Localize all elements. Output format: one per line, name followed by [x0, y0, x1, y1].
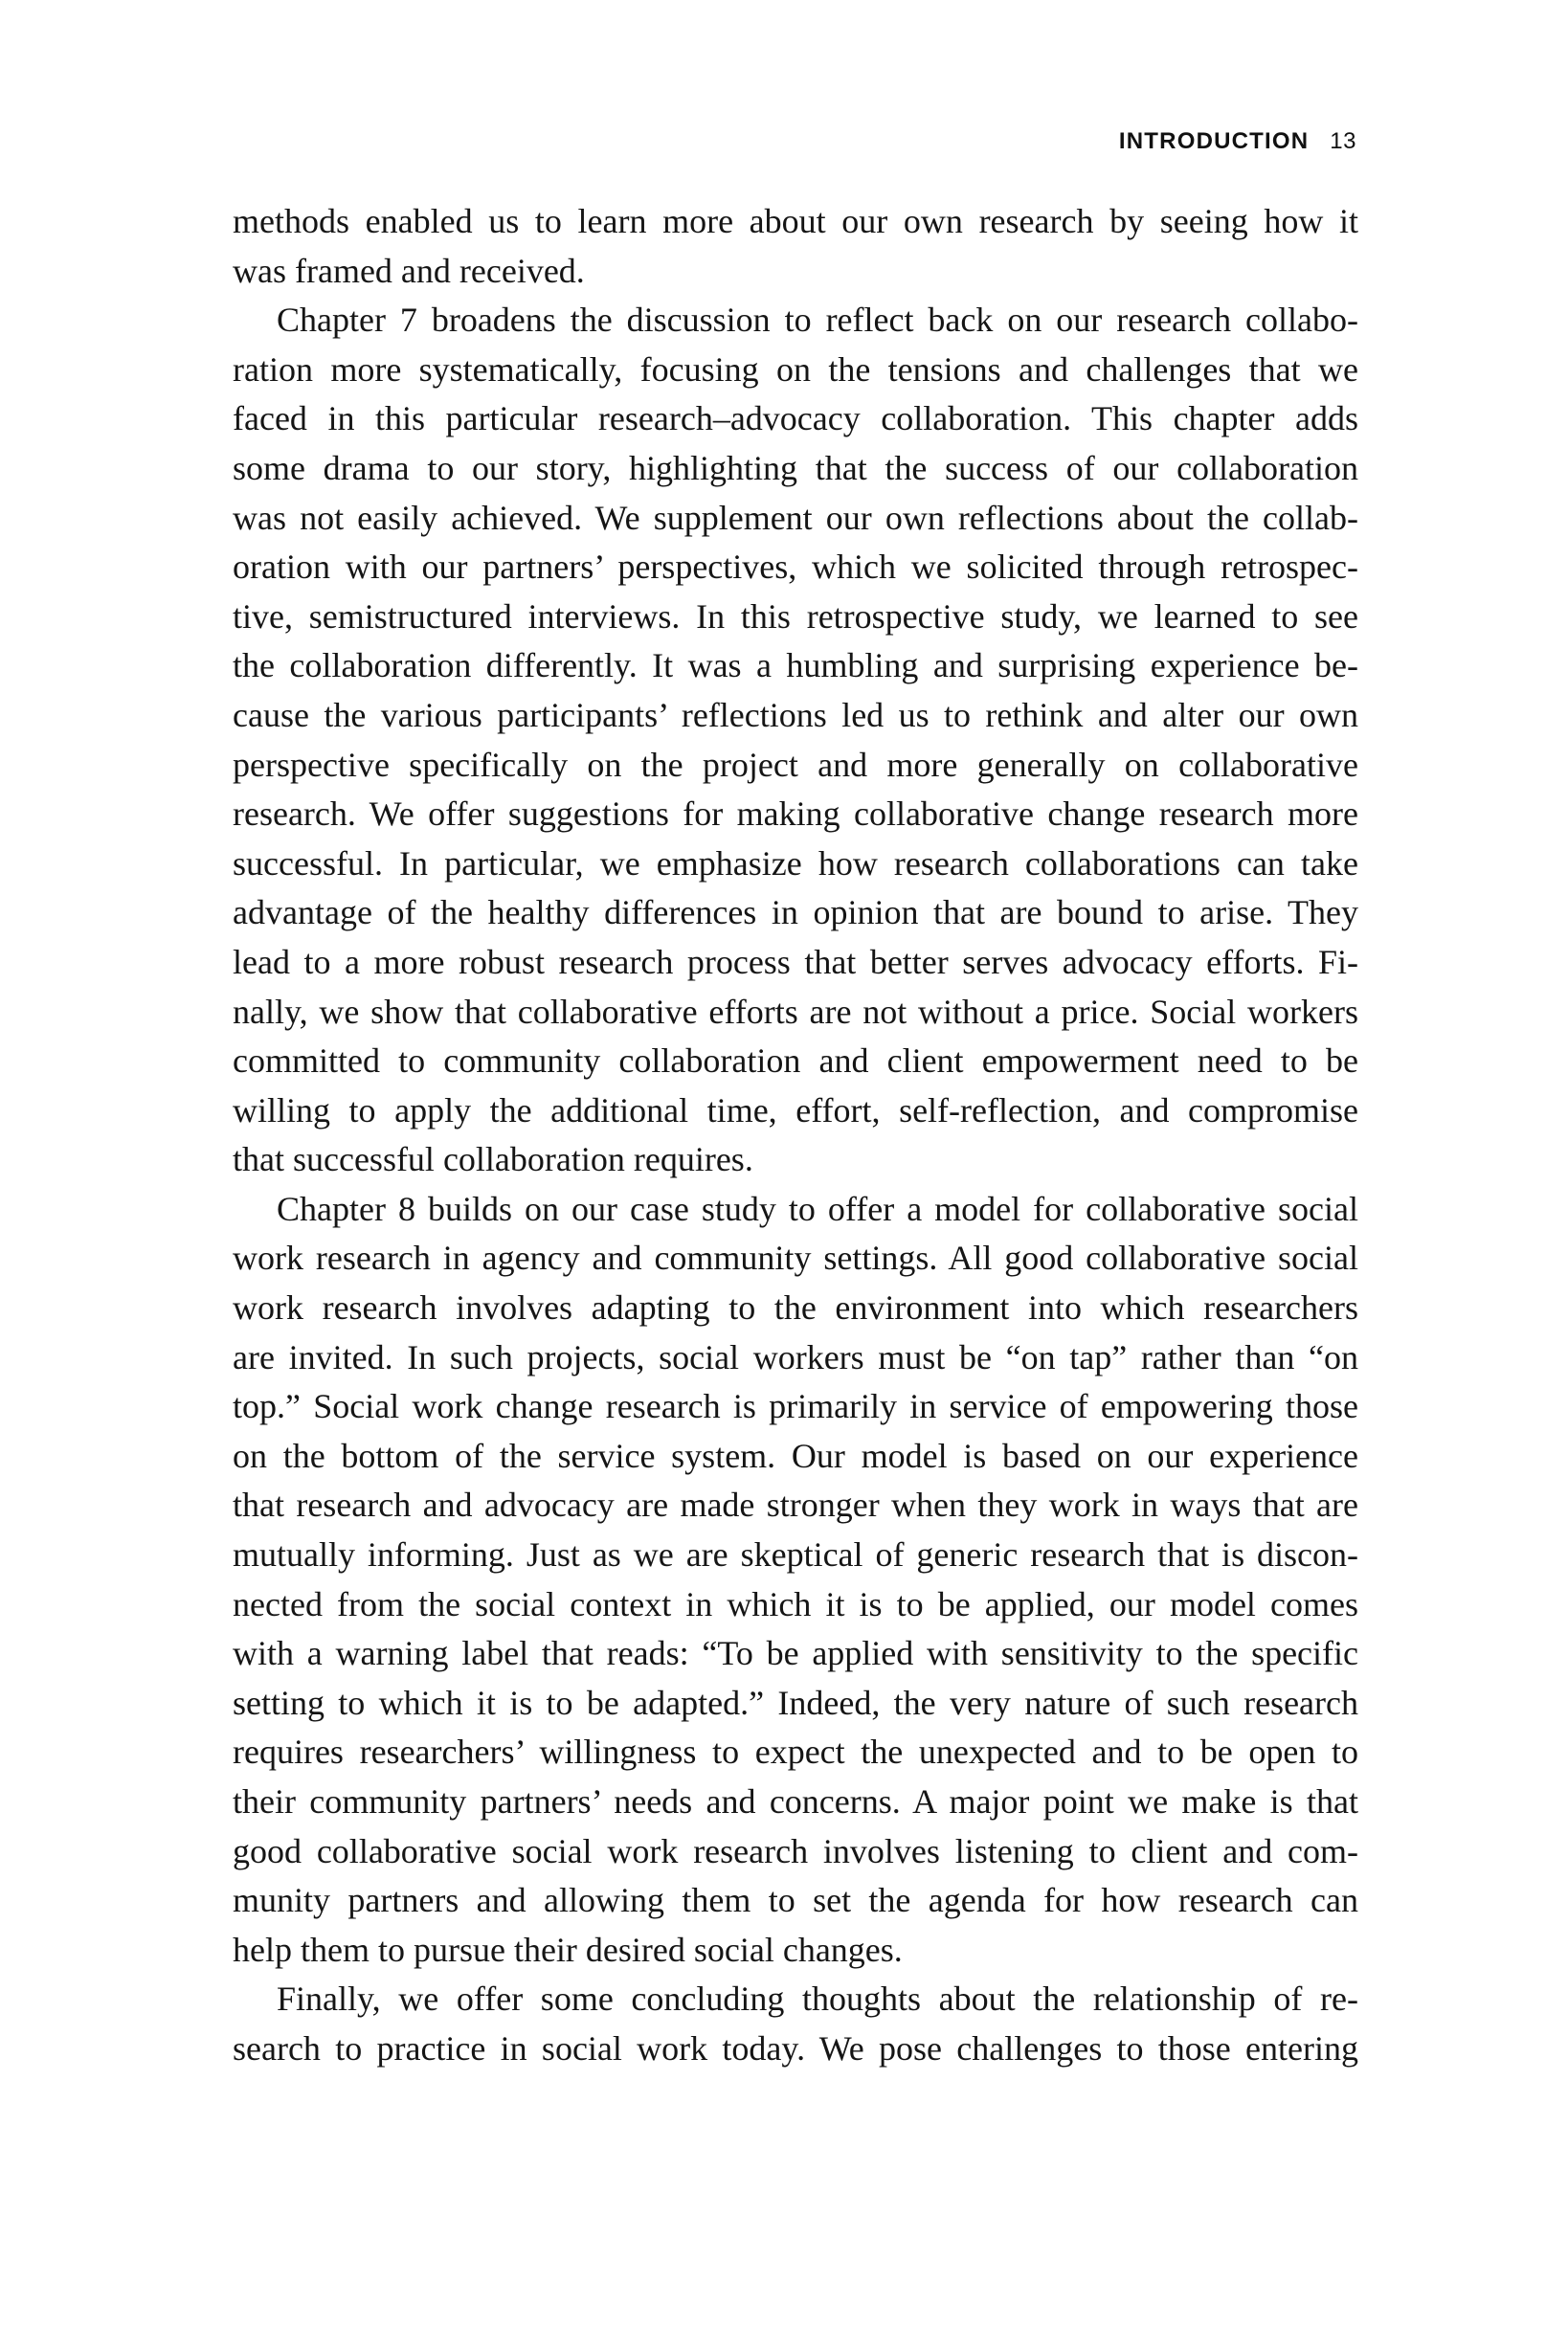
- text-line: setting to which it is to be adapted.” Indeed, the very nature of such research: [233, 1683, 1358, 1722]
- text-line: munity partners and allowing them to set the agenda for how research can: [233, 1881, 1358, 1920]
- text-line: advantage of the healthy differences in opinion that are bound to arise. They: [233, 893, 1358, 932]
- text-line: that research and advocacy are made stronger when they work in ways that are: [233, 1486, 1358, 1525]
- text-line: successful. In particular, we emphasize how research collaborations can take: [233, 843, 1358, 883]
- text-line: was not easily achieved. We supplement our own reflections about the collab-: [233, 498, 1358, 537]
- text-line: their community partners’ needs and concerns. A major point we make is that: [233, 1782, 1358, 1821]
- paragraph: [233, 1975, 1358, 2073]
- text-line: perspective specifically on the project and more generally on collaborative: [233, 745, 1358, 784]
- text-line: search to practice in social work today. We pose challenges to those entering: [233, 2028, 1358, 2068]
- text-line: research. We offer suggestions for making collaborative change research more: [233, 794, 1358, 834]
- text-line: tive, semistructured interviews. In this retrospective study, we learned to see: [233, 596, 1358, 636]
- page-number: 13: [1330, 128, 1356, 154]
- text-line: Chapter 7 broadens the discussion to reflect back on our research collabo-: [277, 301, 1358, 340]
- text-line: willing to apply the additional time, effort, self-reflection, and compromise: [233, 1090, 1358, 1130]
- text-line: oration with our partners’ perspectives, which we solicited through retrospec-: [233, 548, 1358, 587]
- text-line: work research involves adapting to the environment into which researchers: [233, 1288, 1358, 1328]
- text-line: requires researchers’ willingness to expect the unexpected and to be open to: [233, 1733, 1358, 1772]
- text-line: nected from the social context in which it is to be applied, our model comes: [233, 1584, 1358, 1623]
- text-line: ration more systematically, focusing on the tensions and challenges that we: [233, 349, 1358, 389]
- running-head-section-title: INTRODUCTION: [1118, 128, 1310, 154]
- text-line: good collaborative social work research involves listening to client and com-: [233, 1831, 1358, 1870]
- text-line: are invited. In such projects, social workers must be “on tap” rather than “on: [233, 1337, 1358, 1376]
- running-head: [1119, 127, 1356, 156]
- text-line: work research in agency and community settings. All good collaborative social: [233, 1239, 1358, 1278]
- text-line: was framed and received.: [233, 251, 585, 290]
- text-line: faced in this particular research–advocacy collaboration. This chapter adds: [233, 399, 1358, 438]
- paragraph: [233, 1185, 1358, 1976]
- text-line: that successful collaboration requires.: [233, 1140, 753, 1179]
- paragraph: [233, 296, 1358, 1185]
- text-line: on the bottom of the service system. Our model is based on our experience: [233, 1436, 1358, 1475]
- text-line: help them to pursue their desired social changes.: [233, 1930, 903, 1969]
- text-line: mutually informing. Just as we are skeptical of generic research that is discon-: [233, 1535, 1358, 1575]
- text-line: committed to community collaboration and client empowerment need to be: [233, 1041, 1358, 1081]
- text-line: some drama to our story, highlighting that the success of our collaboration: [233, 448, 1358, 487]
- text-line: Finally, we offer some concluding thoughts about the relationship of re-: [277, 1980, 1358, 2019]
- text-line: lead to a more robust research process that better serves advocacy efforts. Fi-: [233, 942, 1358, 981]
- text-line: cause the various participants’ reflections led us to rethink and alter our own: [233, 695, 1358, 734]
- text-line: with a warning label that reads: “To be applied with sensitivity to the specific: [233, 1634, 1358, 1673]
- text-line: nally, we show that collaborative efforts are not without a price. Social workers: [233, 992, 1358, 1031]
- text-line: top.” Social work change research is primarily in service of empowering those: [233, 1387, 1358, 1426]
- body-text: [233, 197, 1358, 2074]
- text-line: methods enabled us to learn more about our own research by seeing how it: [233, 202, 1358, 240]
- text-line: the collaboration differently. It was a humbling and surprising experience be-: [233, 646, 1358, 685]
- paragraph: [233, 197, 1358, 296]
- text-line: Chapter 8 builds on our case study to offer a model for collaborative social: [277, 1189, 1358, 1228]
